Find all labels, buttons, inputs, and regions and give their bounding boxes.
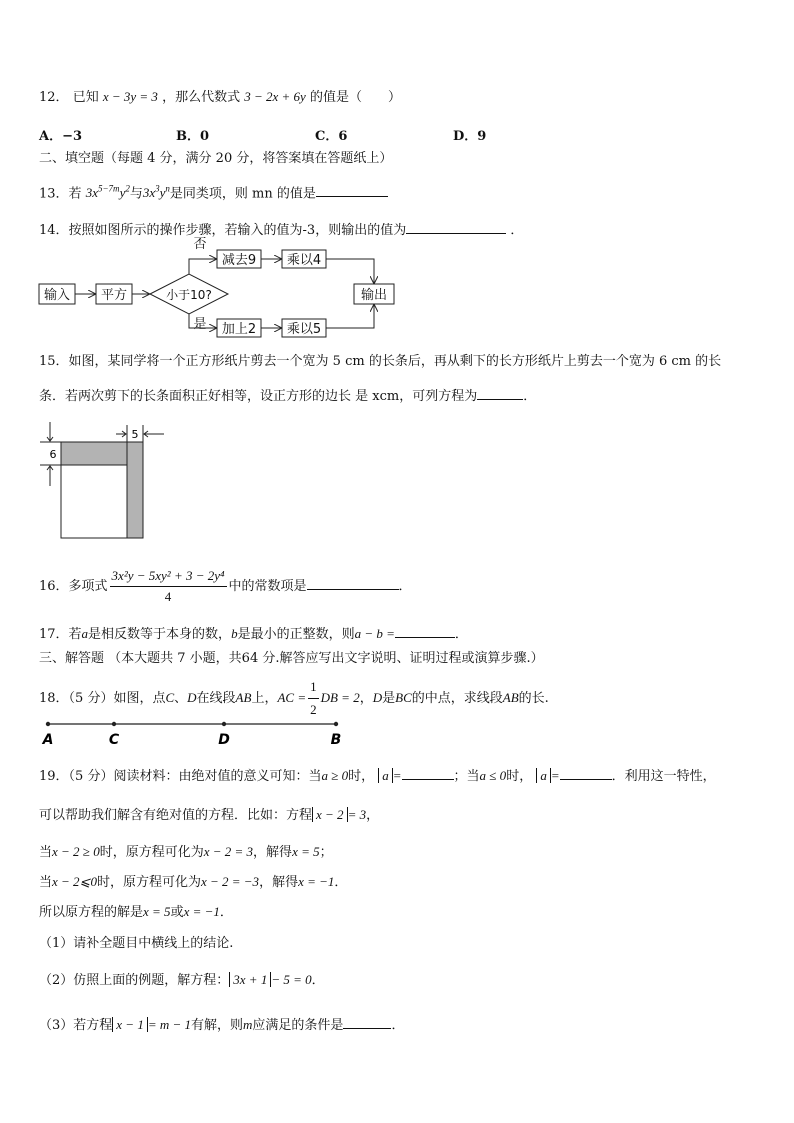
q19-line3-end: ； — [319, 845, 333, 860]
q18-c: C — [165, 690, 175, 705]
q14-flowchart — [38, 228, 398, 338]
q18-ac: AC = — [277, 690, 307, 705]
q12-option-d[interactable]: D．9 — [453, 129, 487, 144]
q18-prefix: 18．（5 分）如图，点 — [39, 691, 166, 706]
q14-end: ． — [510, 223, 524, 238]
q19-line3 — [39, 843, 333, 862]
q13-term2-exp: 3 — [155, 184, 160, 194]
q19-sub3-mid: 有解，则 — [191, 1018, 244, 1033]
q17-mid1: 是相反数等于本身的数， — [88, 627, 232, 642]
q19-sub3 — [39, 1014, 404, 1035]
q13-answer-blank[interactable] — [316, 182, 388, 197]
q19-when1: 时， — [348, 769, 375, 784]
q18-mid4: 是 — [382, 691, 396, 706]
q13-suffix: 是同类项，则 mn 的值是 — [169, 186, 316, 202]
q19-sub2 — [39, 971, 325, 990]
q16-stem — [39, 566, 412, 607]
q15-end: ． — [523, 389, 537, 404]
q19-line2 — [39, 806, 379, 825]
q18-segment-figure — [40, 718, 350, 748]
q18-point-b: B — [330, 732, 342, 748]
q19-line5-sol1: x = 5 — [143, 904, 171, 919]
q19-line5-a: 所以原方程的解是 — [39, 905, 144, 920]
q13-term1: 3x — [85, 185, 98, 201]
q12-option-c[interactable]: C．6 — [315, 129, 348, 144]
section2-heading: 二、填空题（每题 4 分，满分 20 分，将答案填在答题纸上） — [39, 151, 393, 166]
q12-option-b[interactable]: B．0 — [176, 129, 210, 144]
q18-sep: 、 — [174, 691, 188, 706]
q19-abs-a-2: a — [536, 768, 551, 783]
q19-sub2-rest: − 5 = 0 — [271, 972, 312, 987]
q19-line4-cond: x − 2⩽0 — [52, 874, 97, 889]
q18-mid1: 在线段 — [196, 691, 236, 706]
q16-prefix: 16．多项式 — [39, 579, 108, 594]
q16-numerator: 3x²y − 5xy² + 3 − 2y⁴ — [110, 566, 227, 587]
flow-square-label: 平方 — [100, 288, 128, 303]
q18-stem — [39, 676, 549, 721]
q17-prefix: 17．若 — [39, 627, 82, 642]
q13-number: 13． — [39, 186, 69, 202]
q17-b: b — [231, 626, 238, 641]
q19-line2-abs: x − 2 — [312, 807, 348, 822]
q19-answer-blank-2[interactable] — [560, 765, 612, 780]
section3-heading: 三、解答题 （本大题共 7 小题，共64 分.解答应写出文字说明、证明过程或演算步骤.） — [39, 651, 544, 666]
q19-sub3-rest: = m − 1 — [147, 1017, 192, 1032]
q19-line1-suffix: ．利用这一特性， — [611, 769, 716, 784]
q14-text: 14．按照如图所示的操作步骤，若输入的值为-3，则输出的值为 — [39, 223, 407, 238]
q19-line5 — [39, 903, 233, 922]
q16-suffix: 中的常数项是 — [228, 579, 307, 594]
q18-point-a: A — [42, 732, 54, 748]
q19-line5-sol2: x = −1 — [183, 904, 220, 919]
q15-line2 — [39, 385, 536, 406]
q12-prefix: 已知 — [72, 90, 99, 105]
flow-output-label: 输出 — [360, 288, 388, 303]
q12-expr: 3 − 2x + 6y — [244, 89, 306, 104]
q19-sub3-m: m — [243, 1017, 253, 1032]
q19-sub2-prefix: （2）仿照上面的例题，解方程： — [39, 973, 230, 988]
q19-line1 — [39, 765, 716, 786]
q18-d: D — [187, 690, 197, 705]
q18-mid5: 的中点，求线段 — [411, 691, 503, 706]
q13-term1-yexp: 2 — [125, 184, 130, 194]
q19-line2-prefix: 可以帮助我们解含有绝对值的方程．比如：方程 — [39, 808, 313, 823]
q19-line3-cond: x − 2 ≥ 0 — [52, 844, 100, 859]
q13-term2-yexp: n — [165, 184, 170, 194]
q12-number: 12． — [39, 90, 69, 105]
q17-expr: a − b = — [354, 626, 395, 641]
q19-line3-b: 时，原方程可化为 — [99, 845, 204, 860]
q18-point-d: D — [218, 732, 230, 748]
q19-line2-eq: = 3 — [347, 807, 367, 822]
q19-line4-sol: x = −1 — [298, 874, 335, 889]
q19-line4 — [39, 873, 347, 892]
q19-line4-a: 当 — [39, 875, 53, 890]
q19-abs-a-1: a — [378, 768, 393, 783]
q19-answer-blank-1[interactable] — [402, 765, 454, 780]
q19-line3-a: 当 — [39, 845, 53, 860]
q19-sub2-end: ． — [311, 973, 325, 988]
q12-option-a[interactable]: A．−3 — [39, 129, 83, 144]
flow-times4-label: 乘以4 — [286, 253, 322, 268]
q19-sub2-abs: 3x + 1 — [229, 972, 271, 987]
q19-eq2: = — [550, 768, 560, 783]
q15-label-6: 6 — [49, 448, 57, 461]
q17-mid2: 是最小的正整数，则 — [237, 627, 355, 642]
q17-stem — [39, 623, 468, 644]
q18-db: DB = 2 — [320, 690, 360, 705]
q15-figure — [40, 420, 170, 545]
q16-denominator: 4 — [164, 589, 172, 604]
flow-decision-label: 小于10? — [166, 288, 212, 302]
q15-answer-blank[interactable] — [477, 385, 523, 400]
q19-sub3-end: ． — [391, 1018, 405, 1033]
q18-mid2: 上， — [251, 691, 278, 706]
q18-frac-den: 2 — [310, 702, 317, 717]
q19-line3-eq: x − 2 = 3 — [203, 844, 254, 859]
q19-eq1: = — [392, 768, 402, 783]
flow-yes-label: 是 — [193, 317, 207, 332]
q19-line3-c: ，解得 — [253, 845, 293, 860]
q19-cond2: a ≤ 0 — [479, 768, 507, 783]
q13-term1-y: y — [119, 185, 126, 201]
q19-sub3-answer-blank[interactable] — [343, 1014, 391, 1029]
q18-point-c: C — [108, 732, 120, 748]
q15-line1: 15．如图，某同学将一个正方形纸片剪去一个宽为 5 cm 的长条后，再从剩下的长方形纸片上剪去一个宽为 6 cm 的长 — [39, 354, 722, 369]
q17-a: a — [81, 626, 89, 641]
q19-when2: 时， — [506, 769, 533, 784]
q16-answer-blank[interactable] — [307, 575, 399, 590]
q19-cond1: a ≥ 0 — [321, 768, 349, 783]
q12-eq1: x − 3y = 3 — [102, 89, 158, 104]
q13-term1-exp: 5−7m — [97, 184, 120, 194]
q19-line4-b: 时，原方程可化为 — [96, 875, 201, 890]
q19-line4-eq: x − 2 = −3 — [200, 874, 260, 889]
q16-end: ． — [398, 579, 412, 594]
q13-stem — [39, 180, 388, 203]
q16-fraction — [110, 566, 227, 607]
q12-stem — [39, 88, 401, 107]
flow-no-label: 否 — [193, 237, 207, 252]
q18-frac-num: 1 — [308, 676, 319, 699]
q19-line1-prefix: 19．（5 分）阅读材料：由绝对值的意义可知：当 — [39, 769, 322, 784]
q19-sub3-abs: x − 1 — [112, 1017, 148, 1032]
q15-label-5: 5 — [131, 428, 139, 441]
flow-input-label: 输入 — [43, 288, 71, 303]
q18-bc: BC — [395, 690, 412, 705]
q17-answer-blank[interactable] — [395, 623, 455, 638]
q13-term2-y: y — [159, 185, 166, 201]
q19-line2-end: ， — [366, 808, 380, 823]
q18-d2: D — [372, 690, 383, 705]
q14-answer-blank[interactable] — [406, 219, 506, 234]
q15-line2-text: 条．若两次剪下的长条面积正好相等，设正方形的边长 是 xcm，可列方程为 — [39, 389, 478, 404]
q18-mid3: ， — [359, 691, 373, 706]
q19-sub1: （1）请补全题目中横线上的结论. — [39, 936, 234, 951]
q19-line3-sol: x = 5 — [292, 844, 320, 859]
q18-suffix: 的长. — [518, 691, 549, 706]
q13-prefix: 若 — [68, 186, 82, 202]
q19-line5-end: ． — [219, 905, 233, 920]
q17-end: ． — [454, 627, 468, 642]
q18-ab2: AB — [502, 690, 519, 705]
q12-middle: ，那么代数式 — [162, 90, 241, 105]
q18-ab: AB — [235, 690, 252, 705]
q13-middle: 与 — [129, 186, 143, 202]
q19-line4-c: ，解得 — [259, 875, 299, 890]
flow-times5-label: 乘以5 — [286, 322, 322, 337]
q19-line5-or: 或 — [170, 905, 184, 920]
q19-line4-end: ． — [334, 875, 348, 890]
q18-fraction — [308, 676, 319, 721]
flow-plus2-label: 加上2 — [221, 322, 257, 337]
q12-suffix: 的值是（ ） — [309, 90, 401, 105]
q19-sep1: ；当 — [453, 769, 480, 784]
flow-minus9-label: 减去9 — [221, 253, 257, 268]
q13-term2: 3x — [142, 185, 156, 201]
q19-sub3-prefix: （3）若方程 — [39, 1018, 113, 1033]
q19-sub3-suffix: 应满足的条件是 — [252, 1018, 344, 1033]
